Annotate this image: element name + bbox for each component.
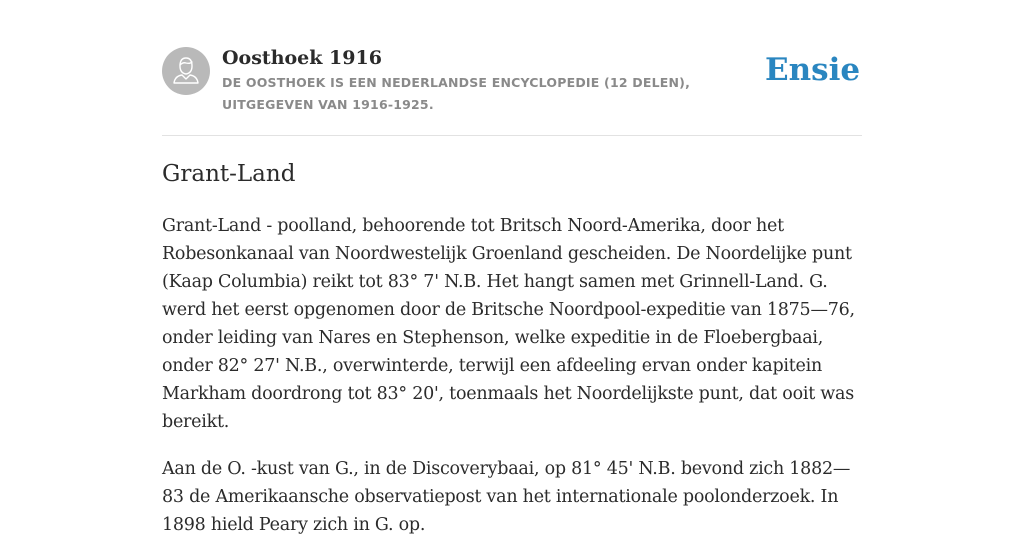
source-avatar[interactable] [162,47,210,95]
article [162,156,862,558]
user-icon [162,47,210,95]
ensie-logo-link[interactable]: Ensie [765,52,861,88]
article-paragraph: Grant-Land - poolland, behoorende tot Britsch Noord-Amerika, door het Robesonkanaal van Noordwestelijk Groenland gescheiden. De Noordelijke punt (Kaap Columbia) reikt tot 83° 7' N.B. Het hangt samen met Grinnell-Land. G. werd het eerst opgenomen door de Britsche Noordpool-expeditie van 1875—76, onder leiding van Nares en Stephenson, welke expeditie in de Floebergbaai, onder 82° 27' N.B., overwinterde, terwijl een afdeeling ervan onder kapitein Markham doordrong tot 83° 20', toenmaals het Noordelijkste punt, dat ooit was bereikt. [162,216,855,432]
article-paragraph: Aan de O. -kust van G., in de Discoverybaai, op 81° 45' N.B. bevond zich 1882—83 de Amerikaansche observatiepost van het internationale poolonderzoek. In 1898 hield Peary zich in G. op. [162,459,851,535]
article-body [162,212,862,539]
article-title: Grant-Land [162,161,296,187]
source-header [162,46,862,116]
source-description: DE OOSTHOEK IS EEN NEDERLANDSE ENCYCLOPEDIE (12 DELEN), UITGEGEVEN VAN 1916-1925. [222,75,691,112]
header-divider [162,135,862,136]
source-title[interactable]: Oosthoek 1916 [222,47,382,69]
